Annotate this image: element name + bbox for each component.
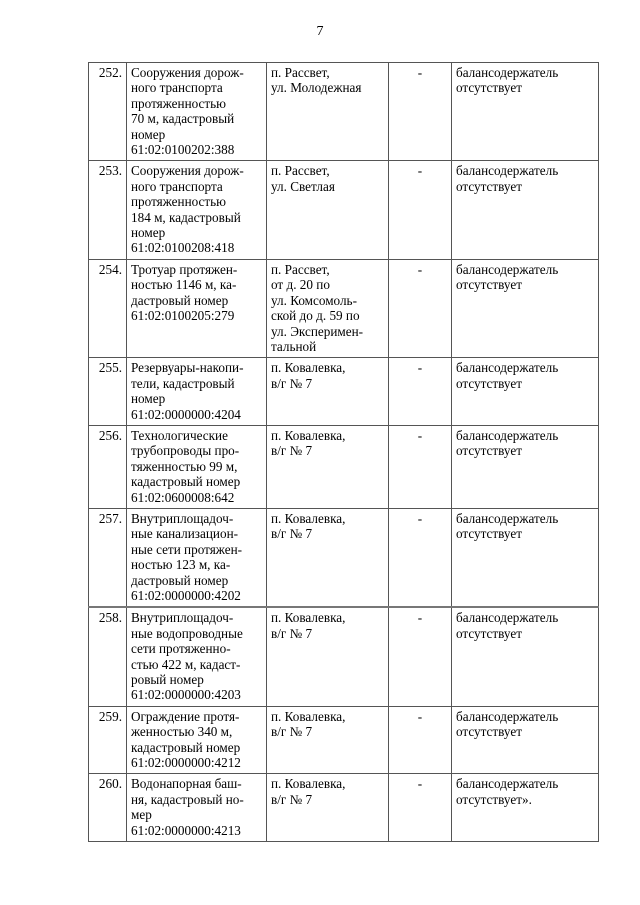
address-line: ул. Молодежная bbox=[271, 80, 362, 96]
value-cell: - bbox=[389, 607, 452, 706]
address-line: ул. Комсомоль- bbox=[271, 292, 357, 308]
address-cell bbox=[267, 425, 389, 508]
address-cell bbox=[267, 607, 389, 706]
object-name-line: Ограждение протя- bbox=[131, 708, 240, 724]
balance-holder-line: балансодержатель bbox=[456, 163, 559, 179]
row-number-cell: 259. bbox=[89, 706, 127, 774]
balance-holder-line: балансодержатель bbox=[456, 510, 559, 526]
balance-holder-cell bbox=[452, 774, 599, 842]
balance-holder-line: балансодержатель bbox=[456, 776, 559, 792]
object-name-line: ные водопроводные bbox=[131, 625, 243, 641]
address-cell bbox=[267, 358, 389, 426]
property-registry-table bbox=[88, 62, 599, 842]
address-line: п. Ковалевка, bbox=[271, 776, 346, 792]
balance-holder-line: балансодержатель bbox=[456, 427, 559, 443]
row-number-cell: 260. bbox=[89, 774, 127, 842]
balance-holder-cell bbox=[452, 259, 599, 357]
row-number-cell: 252. bbox=[89, 63, 127, 161]
row-number-cell: 254. bbox=[89, 259, 127, 357]
balance-holder-line: отсутствует bbox=[456, 375, 522, 391]
balance-holder-cell bbox=[452, 706, 599, 774]
balance-holder-line: отсутствует bbox=[456, 277, 522, 293]
object-name-line: 61:02:0000000:4204 bbox=[131, 406, 241, 422]
value-cell: - bbox=[389, 508, 452, 607]
object-name-cell bbox=[127, 161, 267, 259]
object-name-line: трубопроводы про- bbox=[131, 443, 240, 459]
address-line: п. Ковалевка, bbox=[271, 510, 346, 526]
address-line: в/г № 7 bbox=[271, 791, 313, 807]
object-name-line: ные сети протяжен- bbox=[131, 541, 243, 557]
object-name-line: кадастровый номер bbox=[131, 739, 241, 755]
object-name-line: 61:02:0000000:4202 bbox=[131, 588, 241, 603]
address-line: п. Ковалевка, bbox=[271, 427, 346, 443]
object-name-cell bbox=[127, 508, 267, 607]
object-name-line: Технологические bbox=[131, 427, 228, 443]
table-row bbox=[89, 358, 599, 426]
table-row bbox=[89, 508, 599, 607]
object-name-line: тели, кадастровый bbox=[131, 375, 235, 391]
object-name-line: номер bbox=[131, 225, 166, 241]
table-row bbox=[89, 259, 599, 357]
balance-holder-line: балансодержатель bbox=[456, 65, 559, 80]
value-cell: - bbox=[389, 774, 452, 842]
row-number-cell: 258. bbox=[89, 607, 127, 706]
address-cell bbox=[267, 259, 389, 357]
object-name-line: стью 422 м, кадаст- bbox=[131, 656, 241, 672]
object-name-line: дастровый номер bbox=[131, 292, 229, 308]
object-name-line: протяженностью bbox=[131, 95, 227, 111]
object-name-line: 61:02:0000000:4203 bbox=[131, 687, 241, 703]
object-name-line: ня, кадастровый но- bbox=[131, 791, 244, 807]
object-name-cell bbox=[127, 774, 267, 842]
address-line: тальной bbox=[271, 338, 317, 354]
address-line: в/г № 7 bbox=[271, 526, 313, 542]
balance-holder-line: отсутствует bbox=[456, 724, 522, 740]
address-cell bbox=[267, 161, 389, 259]
object-name-line: Внутриплощадоч- bbox=[131, 610, 234, 626]
object-name-line: 61:02:0000000:4212 bbox=[131, 755, 241, 771]
row-number-cell: 256. bbox=[89, 425, 127, 508]
address-line: ул. Светлая bbox=[271, 178, 335, 194]
balance-holder-line: отсутствует». bbox=[456, 791, 532, 807]
address-line: в/г № 7 bbox=[271, 443, 313, 459]
balance-holder-line: отсутствует bbox=[456, 526, 522, 542]
object-name-line: номер bbox=[131, 391, 166, 407]
object-name-line: Водонапорная баш- bbox=[131, 776, 242, 792]
table-row bbox=[89, 607, 599, 706]
address-line: в/г № 7 bbox=[271, 724, 313, 740]
address-cell bbox=[267, 706, 389, 774]
object-name-line: ностью 123 м, ка- bbox=[131, 557, 231, 573]
address-line: в/г № 7 bbox=[271, 375, 313, 391]
object-name-line: 61:02:0100202:388 bbox=[131, 142, 235, 158]
table-row bbox=[89, 706, 599, 774]
object-name-line: женностью 340 м, bbox=[131, 724, 233, 740]
address-line: п. Ковалевка, bbox=[271, 610, 346, 626]
balance-holder-line: балансодержатель bbox=[456, 360, 559, 376]
table-row bbox=[89, 425, 599, 508]
balance-holder-line: балансодержатель bbox=[456, 708, 559, 724]
object-name-line: ностью 1146 м, ка- bbox=[131, 277, 237, 293]
balance-holder-cell bbox=[452, 358, 599, 426]
value-cell: - bbox=[389, 358, 452, 426]
object-name-line: тяженностью 99 м, bbox=[131, 458, 238, 474]
balance-holder-line: отсутствует bbox=[456, 80, 522, 96]
object-name-line: 61:02:0600008:642 bbox=[131, 489, 235, 505]
balance-holder-line: балансодержатель bbox=[456, 610, 559, 626]
object-name-line: ного транспорта bbox=[131, 80, 223, 96]
address-line: п. Ковалевка, bbox=[271, 708, 346, 724]
object-name-line: мер bbox=[131, 807, 152, 823]
balance-holder-cell bbox=[452, 508, 599, 607]
address-line: п. Рассвет, bbox=[271, 65, 330, 80]
object-name-line: 61:02:0100205:279 bbox=[131, 308, 235, 324]
address-line: в/г № 7 bbox=[271, 625, 313, 641]
address-line: ул. Эксперимен- bbox=[271, 323, 364, 339]
object-name-line: Внутриплощадоч- bbox=[131, 510, 234, 526]
object-name-line: Сооружения дорож- bbox=[131, 163, 244, 179]
balance-holder-line: отсутствует bbox=[456, 625, 522, 641]
object-name-cell bbox=[127, 259, 267, 357]
object-name-line: 61:02:0000000:4213 bbox=[131, 822, 241, 838]
address-line: ской до д. 59 по bbox=[271, 308, 360, 324]
balance-holder-cell bbox=[452, 161, 599, 259]
table-row bbox=[89, 63, 599, 161]
object-name-line: ного транспорта bbox=[131, 178, 223, 194]
address-cell bbox=[267, 774, 389, 842]
address-line: п. Ковалевка, bbox=[271, 360, 346, 376]
value-cell: - bbox=[389, 259, 452, 357]
row-number-cell: 253. bbox=[89, 161, 127, 259]
value-cell: - bbox=[389, 63, 452, 161]
object-name-line: 61:02:0100208:418 bbox=[131, 240, 235, 256]
object-name-line: сети протяженно- bbox=[131, 641, 231, 657]
value-cell: - bbox=[389, 425, 452, 508]
object-name-cell bbox=[127, 63, 267, 161]
address-cell bbox=[267, 63, 389, 161]
page-number: 7 bbox=[316, 24, 324, 39]
object-name-line: Резервуары-накопи- bbox=[131, 360, 244, 376]
object-name-line: протяженностью bbox=[131, 194, 227, 210]
object-name-line: ровый номер bbox=[131, 672, 204, 688]
object-name-line: 184 м, кадастровый bbox=[131, 209, 241, 225]
object-name-cell bbox=[127, 358, 267, 426]
object-name-cell bbox=[127, 425, 267, 508]
address-cell bbox=[267, 508, 389, 607]
address-line: п. Рассвет, bbox=[271, 261, 330, 277]
table-row bbox=[89, 161, 599, 259]
address-line: п. Рассвет, bbox=[271, 163, 330, 179]
balance-holder-cell bbox=[452, 425, 599, 508]
row-number-cell: 257. bbox=[89, 508, 127, 607]
object-name-cell bbox=[127, 706, 267, 774]
object-name-line: Тротуар протяжен- bbox=[131, 261, 238, 277]
object-name-line: ные канализацион- bbox=[131, 526, 239, 542]
object-name-line: номер bbox=[131, 126, 166, 142]
address-line: от д. 20 по bbox=[271, 277, 330, 293]
table-row bbox=[89, 774, 599, 842]
object-name-cell bbox=[127, 607, 267, 706]
balance-holder-cell bbox=[452, 607, 599, 706]
object-name-line: 70 м, кадастровый bbox=[131, 111, 235, 127]
object-name-line: кадастровый номер bbox=[131, 474, 241, 490]
row-number-cell: 255. bbox=[89, 358, 127, 426]
object-name-line: дастровый номер bbox=[131, 572, 229, 588]
balance-holder-cell bbox=[452, 63, 599, 161]
registry-body bbox=[89, 63, 599, 842]
object-name-line: Сооружения дорож- bbox=[131, 65, 244, 80]
balance-holder-line: отсутствует bbox=[456, 178, 522, 194]
value-cell: - bbox=[389, 161, 452, 259]
balance-holder-line: отсутствует bbox=[456, 443, 522, 459]
balance-holder-line: балансодержатель bbox=[456, 261, 559, 277]
value-cell: - bbox=[389, 706, 452, 774]
